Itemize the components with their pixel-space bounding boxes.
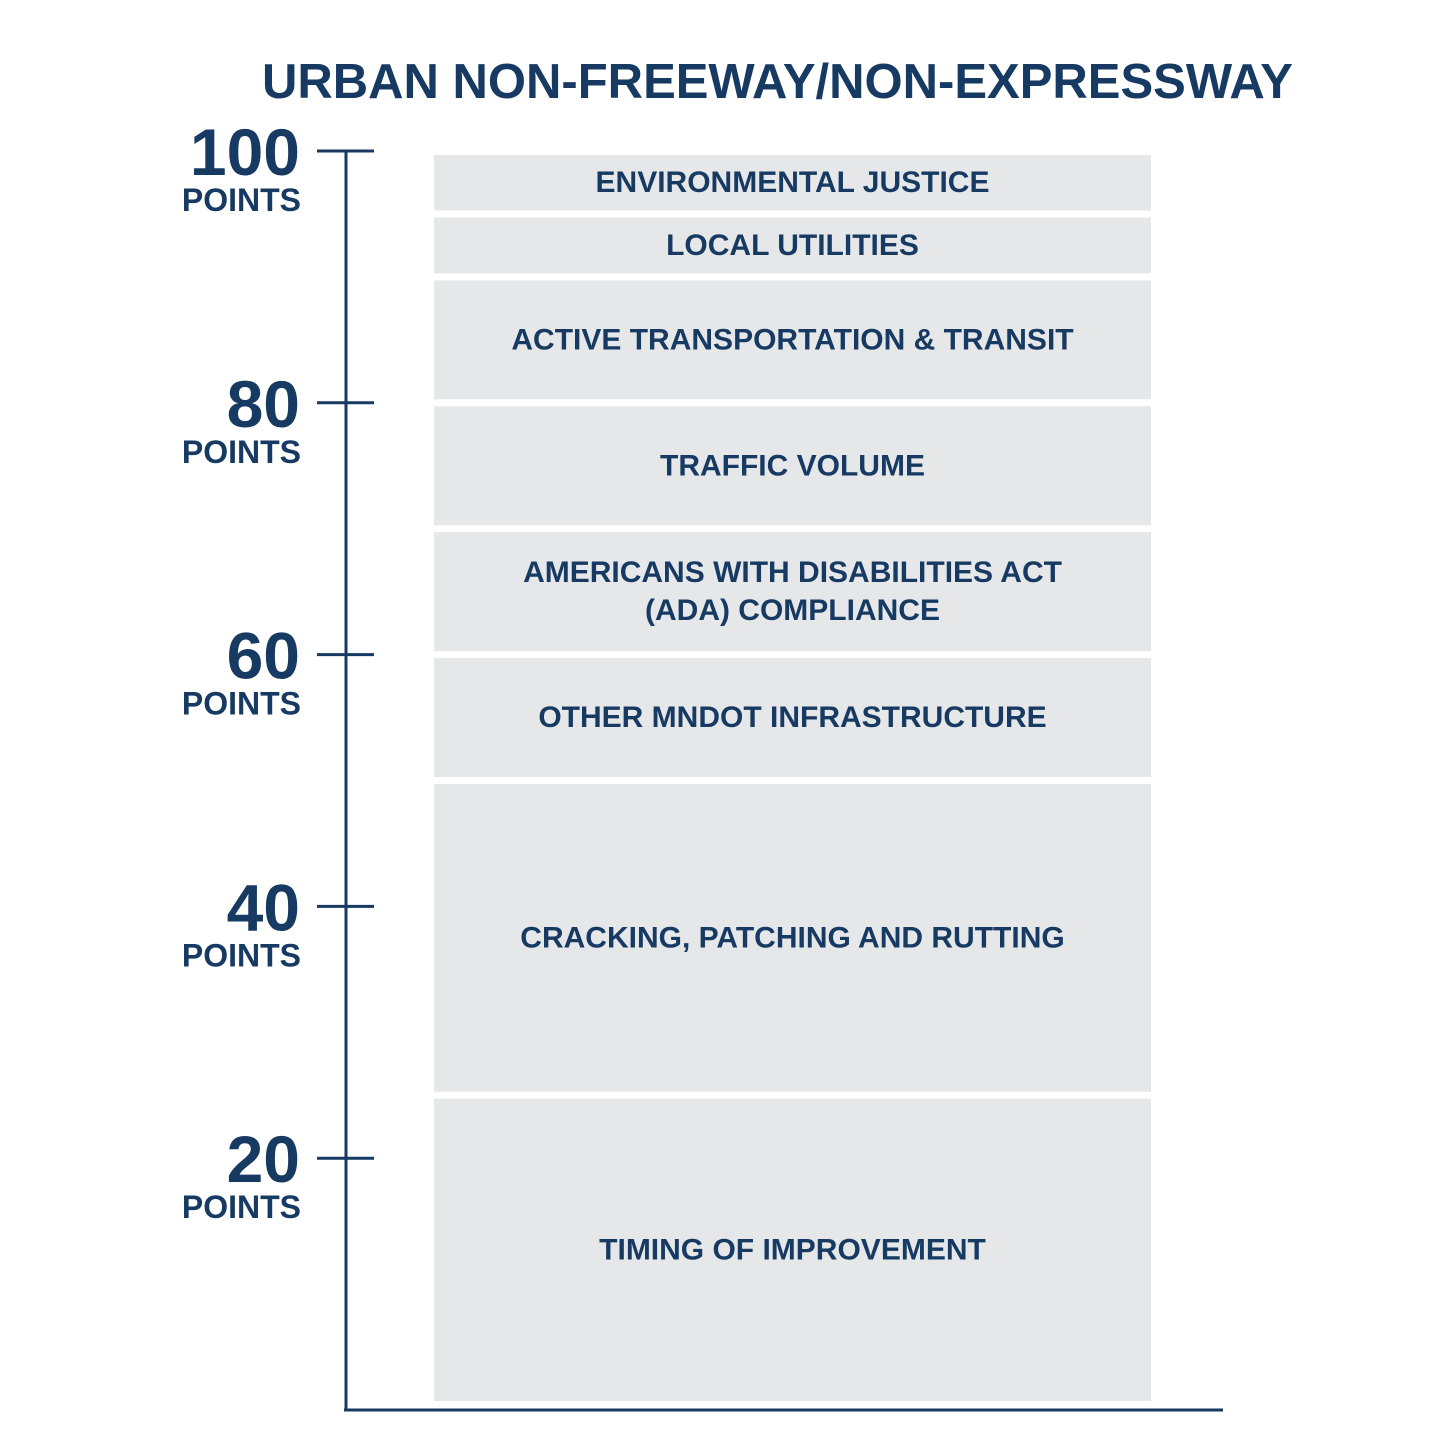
y-tick-label: 100 [189, 115, 300, 189]
segment-label: TIMING OF IMPROVEMENT [599, 1233, 986, 1267]
y-tick-label: 40 [226, 870, 300, 945]
segment-label: AMERICANS WITH DISABILITIES ACT [523, 556, 1062, 590]
y-tick-unit: POINTS [181, 685, 301, 722]
chart-title: URBAN NON-FREEWAY/NON-EXPRESSWAY [262, 55, 1293, 109]
y-tick-unit: POINTS [181, 433, 301, 470]
segment-label: LOCAL UTILITIES [666, 228, 919, 262]
segment [434, 406, 1151, 525]
segment-label: CRACKING, PATCHING AND RUTTING [520, 921, 1065, 955]
segment [434, 155, 1151, 210]
y-tick-label: 20 [226, 1122, 300, 1197]
segments-layer [434, 155, 1151, 1401]
segment-label: ACTIVE TRANSPORTATION & TRANSIT [511, 323, 1074, 357]
segment-label: ENVIRONMENTAL JUSTICE [595, 166, 990, 200]
segment [434, 217, 1151, 273]
segment [434, 280, 1151, 399]
y-tick-label: 80 [226, 366, 300, 441]
segment-label: TRAFFIC VOLUME [660, 449, 925, 483]
segment [434, 784, 1151, 1092]
segment-label: (ADA) COMPLIANCE [645, 594, 940, 628]
y-tick-unit: POINTS [181, 937, 301, 974]
y-tick-label: 60 [226, 618, 300, 693]
y-tick-unit: POINTS [181, 1189, 301, 1226]
y-tick-unit: POINTS [181, 182, 301, 218]
segment [434, 658, 1151, 777]
segment-label: OTHER MNDOT INFRASTRUCTURE [538, 701, 1047, 735]
segment [434, 532, 1151, 651]
segment [434, 1099, 1151, 1401]
segment-bar [434, 532, 1151, 651]
